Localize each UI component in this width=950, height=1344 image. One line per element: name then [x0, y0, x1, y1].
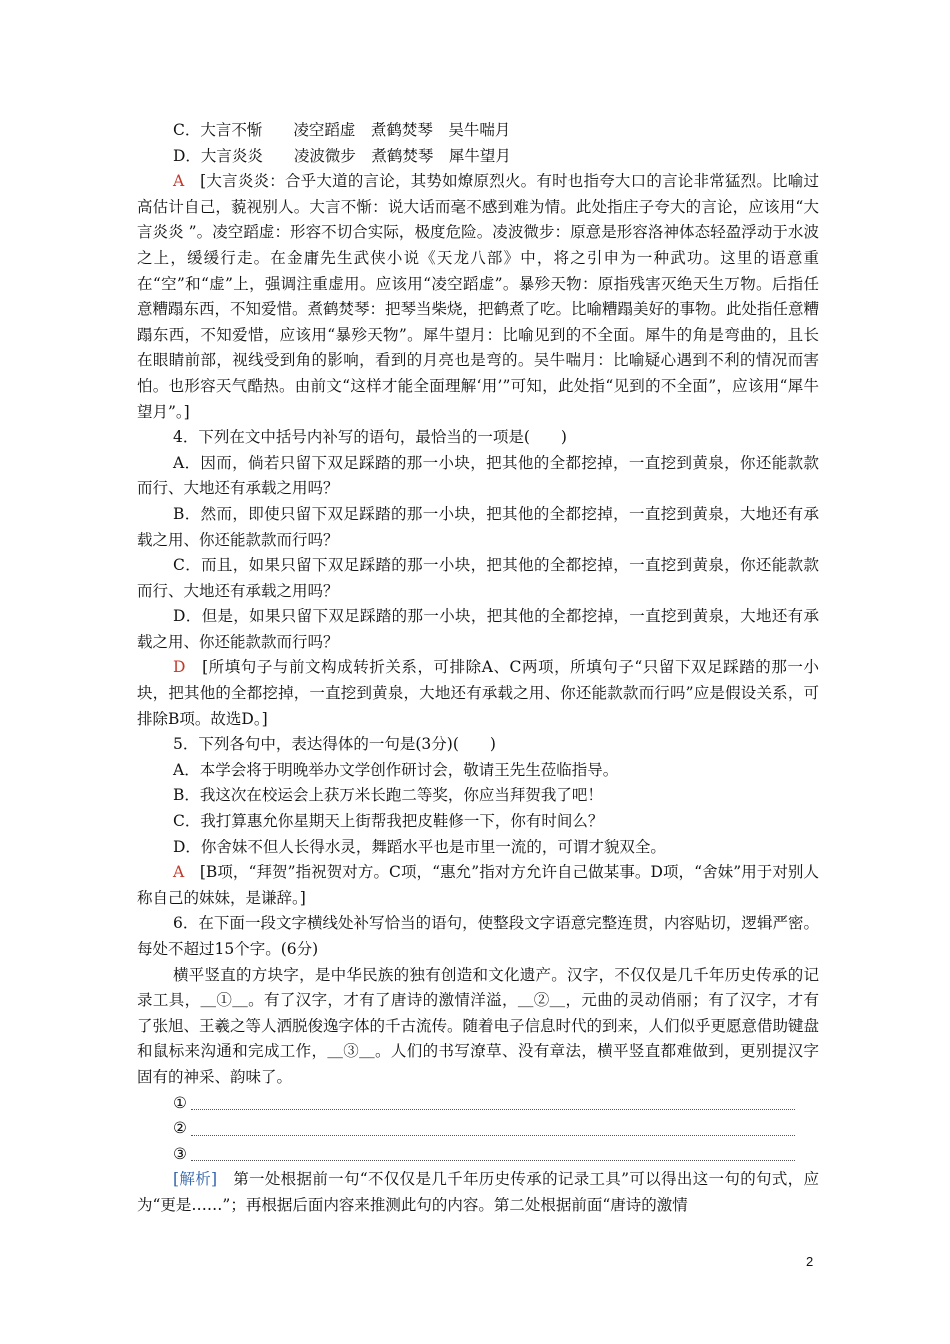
q6-passage-part3: ，元曲的灵动俏丽；有了汉字，才有了张旭、王羲之等人洒脱俊逸字体的千古流传。随着电子信息时代的到来，人们似乎更愿意借助键盘和鼠标来沟通和完成工作， — [137, 991, 820, 1061]
q3-explanation: [大言炎炎：合乎大道的言论，其势如燎原烈火。有时也指夸大口的言论非常猛烈。比喻过高估计自己，藐视别人。大言不惭：说大话而毫不感到难为情。此处指庄子夸大的言论，应该用“大言炎炎 ”。凌空蹈虚：形容不切合实际，极度危险。凌波微步：原意是形容洛神体态轻盈浮动于水波之上，缓缓行走。在金庸先生武侠小说《天龙八部》中，将之引申为一种武功。这里的语意重在“空”和“虚”上，强调注重虚用。应该用“凌空蹈虚”。暴殄天物：原指残害灭绝天生万物。后指任意糟蹋东西，不知爱惜。煮鹤焚琴：把琴当柴烧，把鹤煮了吃。比喻糟蹋美好的事物。此处指任意糟蹋东西，不知爱惜，应该用“暴殄天物”。犀牛望月：比喻见到的不全面。犀牛的角是弯曲的，且长在眼睛前部，视线受到角的影响，看到的月亮也是弯的。吴牛喘月：比喻疑心遇到不利的情况而害怕。也形容天气酷热。由前文“这样才能全面理解‘用’”可知，此处指“见到的不全面”，应该用“犀牛望月”。] — [137, 172, 820, 421]
answer-line-label: ② — [173, 1119, 187, 1138]
q4-option-d: D．但是，如果只留下双足踩踏的那一小块，把其他的全都挖掉，一直挖到黄泉，大地还有承载之用、你还能款款而行吗？ — [137, 607, 819, 651]
answer-line-3 — [137, 1142, 819, 1168]
document-body — [137, 118, 819, 1219]
q4-stem: 4．下列在文中括号内补写的语句，最恰当的一项是( ) — [173, 428, 567, 447]
q4-answer-letter: D — [173, 658, 186, 677]
q5-explanation: [B项，“拜贺”指祝贺对方。C项，“惠允”指对方允许自己做某事。D项，“舍妹”用于对别人称自己的妹妹，是谦辞。] — [137, 863, 819, 907]
q3-option-d: D．大言炎炎 凌波微步 煮鹤焚琴 犀牛望月 — [173, 146, 511, 165]
dotted-answer-line — [191, 1135, 795, 1136]
q4-option-b: B．然而，即使只留下双足踩踏的那一小块，把其他的全都挖掉，一直挖到黄泉，大地还有承载之用、你还能款款而行吗？ — [137, 504, 819, 549]
q6-passage-part2: 。有了汉字，才有了唐诗的激情洋溢， — [248, 991, 518, 1010]
q4-option-c: C．而且，如果只留下双足踩踏的那一小块，把其他的全都挖掉，一直挖到黄泉，你还能款款而行、大地还有承载之用吗？ — [137, 556, 819, 600]
q4-answer — [137, 655, 819, 732]
q5-option-b: B．我这次在校运会上获万米长跑二等奖，你应当拜贺我了吧！ — [173, 786, 603, 805]
q6-analysis — [137, 1167, 819, 1218]
q6-blank-3: ＿③＿ — [327, 1042, 376, 1061]
q3-option-c: C．大言不惭 凌空蹈虚 煮鹤焚琴 吴牛喘月 — [173, 121, 511, 139]
page-number: 2 — [806, 1254, 814, 1269]
q3-answer — [137, 169, 819, 425]
q6-passage — [137, 963, 819, 1091]
q4-explanation: [所填句子与前文构成转折关系，可排除A、C两项，所填句子“只留下双足踩踏的那一小块，把其他的全都挖掉，一直挖到黄泉，大地还有承载之用、你还能款款而行吗”应是假设关系，可排除B项。故选D。] — [137, 658, 819, 728]
answer-line-label: ③ — [173, 1144, 187, 1163]
q6-passage-part4: 。人们的书写潦草、没有章法，横平竖直都难做到，更别提汉字固有的神采、韵味了。 — [137, 1042, 819, 1086]
q5-option-d: D．你舍妹不但人长得水灵，舞蹈水平也是市里一流的，可谓才貌双全。 — [173, 837, 666, 856]
analysis-text: 第一处根据前一句“不仅仅是几千年历史传承的记录工具”可以得出这一句的句式，应为“更是……”；再根据后面内容来推测此句的内容。第二处根据前面“唐诗的激情 — [137, 1170, 819, 1214]
dotted-answer-line — [191, 1109, 795, 1110]
q5-stem: 5．下列各句中，表达得体的一句是(3分)( ) — [173, 735, 496, 754]
answer-line-label: ① — [173, 1093, 187, 1112]
q6-passage-part1: 横平竖直的方块字，是中华民族的独有创造和文化遗产。汉字，不仅仅是几千年历史传承的记录工具， — [137, 965, 819, 1010]
q5-option-c: C．我打算惠允你星期天上街帮我把皮鞋修一下，你有时间么？ — [173, 812, 604, 831]
dotted-answer-line — [191, 1160, 795, 1161]
answer-line-2 — [137, 1116, 819, 1142]
q6-blank-2: ＿②＿ — [517, 991, 566, 1010]
q5-option-a: A．本学会将于明晚举办文学创作研讨会，敬请王先生莅临指导。 — [173, 760, 619, 779]
analysis-tag: [解析] — [173, 1170, 218, 1189]
q4-option-a: A．因而，倘若只留下双足踩踏的那一小块，把其他的全都挖掉，一直挖到黄泉，你还能款款而行、大地还有承载之用吗？ — [137, 453, 819, 498]
q5-answer-letter: A — [173, 863, 185, 882]
answer-line-1 — [137, 1091, 819, 1117]
q3-answer-letter: A — [173, 172, 185, 191]
q5-answer — [137, 860, 819, 911]
q6-blank-1: ＿①＿ — [200, 991, 249, 1010]
q6-stem: 6．在下面一段文字横线处补写恰当的语句，使整段文字语意完整连贯，内容贴切，逻辑严密。每处不超过15个字。(6分) — [137, 914, 819, 958]
